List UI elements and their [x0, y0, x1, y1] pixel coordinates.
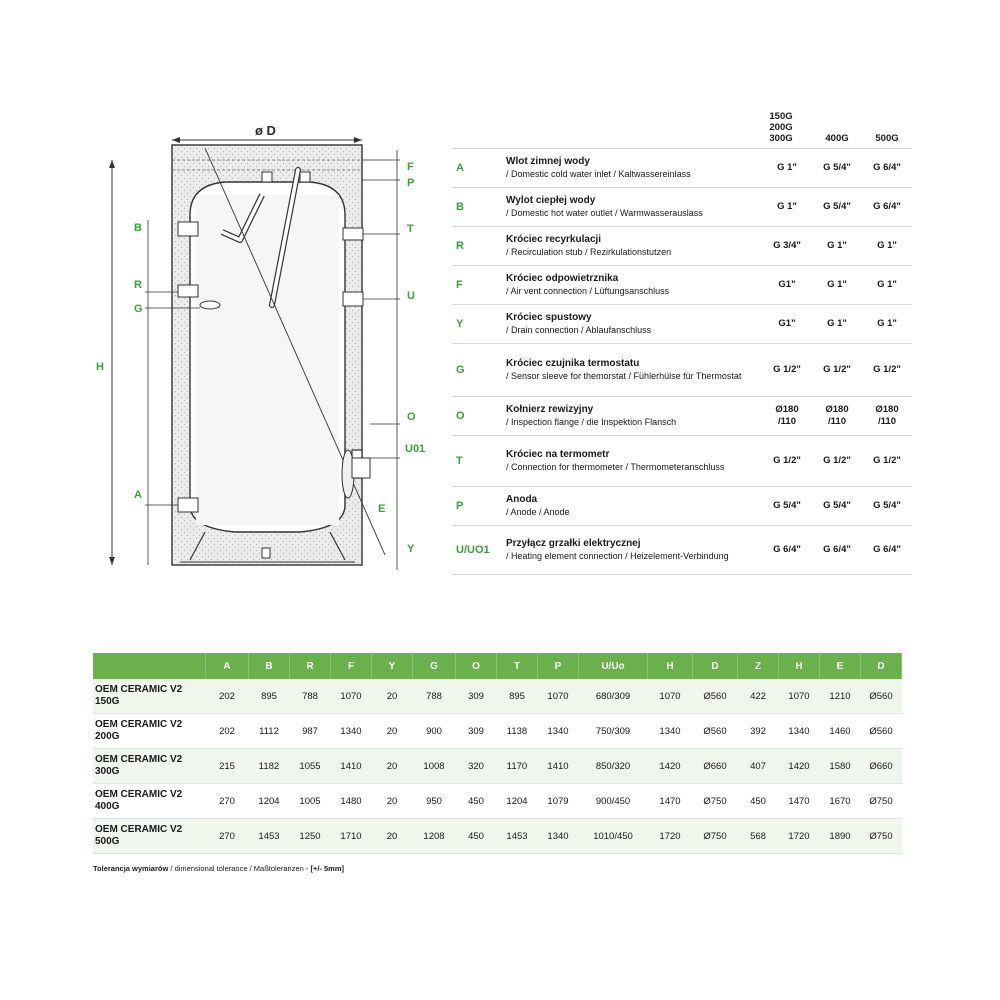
- dims-column-header: U/Uo: [579, 653, 648, 679]
- dims-model: OEM CERAMIC V2 300G: [93, 749, 206, 784]
- connection-translation: / Drain connection / Ablaufanschluss: [506, 325, 652, 335]
- connection-thread-size: G 6/4": [873, 162, 901, 173]
- dims-cell: 900/450: [579, 784, 648, 819]
- connection-thread-size: G 5/4": [773, 500, 801, 511]
- dims-cell: 1480: [331, 784, 372, 819]
- connection-translation: / Domestic cold water inlet / Kaltwassereinlass: [506, 169, 691, 179]
- dims-cell: 20: [372, 784, 413, 819]
- tank-diagram: [0, 0, 440, 600]
- dims-cell: 1460: [820, 714, 861, 749]
- dims-cell: 1250: [290, 819, 331, 854]
- dims-cell: 750/309: [579, 714, 648, 749]
- dims-cell: 1340: [648, 714, 693, 749]
- dims-cell: 680/309: [579, 679, 648, 714]
- connection-thread-size: G 1": [777, 162, 797, 173]
- dims-cell: 202: [206, 679, 249, 714]
- dims-cell: Ø560: [693, 714, 738, 749]
- connection-translation: / Inspection flange / die Inspektion Flansch: [506, 417, 677, 427]
- svg-text:T: T: [407, 223, 414, 235]
- connection-row: [452, 265, 912, 304]
- dims-cell: 1670: [820, 784, 861, 819]
- dims-cell: 895: [249, 679, 290, 714]
- svg-text:R: R: [134, 279, 142, 291]
- dims-cell: 392: [738, 714, 779, 749]
- connection-row: [452, 226, 912, 265]
- dims-cell: 309: [456, 679, 497, 714]
- connection-thread-size: G 1/2": [873, 455, 901, 466]
- connection-name-pl: Wlot zimnej wody: [506, 156, 590, 167]
- connection-thread-size: G 6/4": [773, 544, 801, 555]
- svg-text:U: U: [407, 290, 415, 302]
- connection-code: F: [456, 279, 463, 291]
- dims-cell: 950: [413, 784, 456, 819]
- connection-thread-size: G 1": [827, 240, 847, 251]
- dims-cell: 1138: [497, 714, 538, 749]
- dims-column-header: F: [331, 653, 372, 679]
- connection-description: [506, 494, 762, 518]
- dims-cell: 1010/450: [579, 819, 648, 854]
- dims-cell: 450: [456, 819, 497, 854]
- connection-translation: / Heating element connection / Heizelement-Verbindung: [506, 551, 729, 561]
- dims-cell: 1340: [538, 714, 579, 749]
- dims-cell: Ø750: [693, 784, 738, 819]
- dims-cell: Ø750: [861, 784, 902, 819]
- dims-column-header: H: [779, 653, 820, 679]
- svg-text:P: P: [407, 177, 415, 189]
- dims-model: OEM CERAMIC V2 200G: [93, 714, 206, 749]
- dims-column-header: E: [820, 653, 861, 679]
- connection-thread-size: Ø180 /110: [875, 404, 899, 427]
- connection-name-pl: Przyłącz grzałki elektrycznej: [506, 538, 641, 549]
- connection-thread-size: Ø180 /110: [825, 404, 849, 427]
- dims-model: OEM CERAMIC V2 500G: [93, 819, 206, 854]
- dims-cell: 1470: [648, 784, 693, 819]
- dims-cell: 1710: [331, 819, 372, 854]
- dims-cell: 1720: [648, 819, 693, 854]
- connection-code: U/UO1: [456, 544, 490, 556]
- dims-cell: 1112: [249, 714, 290, 749]
- connection-code: R: [456, 240, 464, 252]
- sensor-sleeve: [200, 301, 220, 309]
- connection-description: [506, 312, 762, 336]
- dims-cell: 1340: [538, 819, 579, 854]
- header-500: 500G: [875, 133, 899, 144]
- connection-translation: / Connection for thermometer / Thermometeranschluss: [506, 462, 725, 472]
- connection-thread-size: G 5/4": [823, 162, 851, 173]
- dims-cell: 1340: [331, 714, 372, 749]
- dims-column-header: D: [861, 653, 902, 679]
- connection-thread-size: G 5/4": [823, 500, 851, 511]
- dims-column-header: D: [693, 653, 738, 679]
- connection-row: [452, 343, 912, 396]
- dims-row: [93, 679, 902, 714]
- connection-thread-size: G 5/4": [873, 500, 901, 511]
- dims-cell: 450: [456, 784, 497, 819]
- connection-thread-size: G 1/2": [823, 364, 851, 375]
- dims-column-header: G: [413, 653, 456, 679]
- connection-thread-size: G 1": [827, 318, 847, 329]
- connection-description: [506, 404, 762, 428]
- dims-cell: 1208: [413, 819, 456, 854]
- right-labels: [362, 150, 425, 570]
- connection-thread-size: G 5/4": [823, 201, 851, 212]
- dims-cell: 20: [372, 679, 413, 714]
- connection-name-pl: Króciec recyrkulacji: [506, 234, 602, 245]
- connection-code: Y: [456, 318, 464, 330]
- connection-thread-size: G 1": [877, 240, 897, 251]
- connection-name-pl: Wylot ciepłej wody: [506, 195, 596, 206]
- dims-cell: 850/320: [579, 749, 648, 784]
- dims-cell: 1079: [538, 784, 579, 819]
- dims-cell: Ø660: [693, 749, 738, 784]
- connection-thread-size: G 6/4": [873, 201, 901, 212]
- dims-cell: 1210: [820, 679, 861, 714]
- dims-column-header: Z: [738, 653, 779, 679]
- connection-name-pl: Króciec odpowietrznika: [506, 273, 619, 284]
- dims-cell: 1420: [779, 749, 820, 784]
- connection-description: [506, 195, 762, 219]
- connection-thread-size: G1": [778, 279, 796, 290]
- dims-cell: 895: [497, 679, 538, 714]
- svg-text:F: F: [407, 161, 414, 173]
- dims-cell: 1070: [538, 679, 579, 714]
- connection-code: A: [456, 162, 464, 174]
- connection-name-pl: Kołnierz rewizyjny: [506, 404, 594, 415]
- connection-thread-size: G 1": [877, 318, 897, 329]
- dims-column-header: H: [648, 653, 693, 679]
- connection-row: [452, 396, 912, 435]
- dimensions-table: [93, 653, 902, 854]
- connection-thread-size: G 1": [827, 279, 847, 290]
- dims-corner: [93, 653, 206, 679]
- header-150-300: 150G 200G 300G: [769, 111, 793, 144]
- dims-model: OEM CERAMIC V2 150G: [93, 679, 206, 714]
- connection-translation: / Recirculation stub / Rezirkulationstutzen: [506, 247, 672, 257]
- dims-cell: 1070: [648, 679, 693, 714]
- connections-table: [452, 98, 912, 575]
- connection-code: G: [456, 364, 465, 376]
- dims-cell: Ø750: [693, 819, 738, 854]
- connection-thread-size: G 1/2": [823, 455, 851, 466]
- dims-cell: Ø560: [861, 679, 902, 714]
- connection-r: [178, 285, 198, 297]
- dims-cell: 20: [372, 714, 413, 749]
- dims-cell: 1055: [290, 749, 331, 784]
- connection-row: [452, 187, 912, 226]
- dims-cell: 1340: [779, 714, 820, 749]
- dims-cell: 788: [290, 679, 331, 714]
- dims-row: [93, 784, 902, 819]
- dims-cell: 20: [372, 749, 413, 784]
- connection-description: [506, 449, 762, 473]
- connection-thread-size: G 6/4": [823, 544, 851, 555]
- dims-cell: 270: [206, 784, 249, 819]
- dims-column-header: T: [497, 653, 538, 679]
- connection-t: [343, 228, 363, 240]
- e-label: E: [378, 503, 386, 515]
- tolerance-bold: Tolerancja wymiarów: [93, 864, 169, 873]
- dims-cell: Ø750: [861, 819, 902, 854]
- dims-row: [93, 819, 902, 854]
- dims-row: [93, 714, 902, 749]
- svg-text:B: B: [134, 222, 142, 234]
- dims-cell: 788: [413, 679, 456, 714]
- svg-text:Y: Y: [407, 543, 415, 555]
- dims-cell: 407: [738, 749, 779, 784]
- connection-translation: / Anode / Anode: [506, 507, 570, 517]
- svg-text:U01: U01: [405, 443, 426, 455]
- connections-header: [452, 98, 912, 148]
- connection-thread-size: G1": [778, 318, 796, 329]
- dims-cell: 900: [413, 714, 456, 749]
- dims-cell: 1170: [497, 749, 538, 784]
- connection-thread-size: G 1": [777, 201, 797, 212]
- dims-row: [93, 749, 902, 784]
- svg-text:G: G: [134, 303, 143, 315]
- connection-thread-size: G 1/2": [773, 364, 801, 375]
- dims-cell: 1182: [249, 749, 290, 784]
- tolerance-range: [+/- 5mm]: [310, 864, 345, 873]
- dims-cell: 309: [456, 714, 497, 749]
- svg-text:O: O: [407, 411, 416, 423]
- connection-u: [343, 292, 363, 306]
- connection-row: [452, 148, 912, 187]
- dims-column-header: B: [249, 653, 290, 679]
- connection-code: P: [456, 500, 464, 512]
- dims-column-header: R: [290, 653, 331, 679]
- dims-cell: 20: [372, 819, 413, 854]
- dims-model: OEM CERAMIC V2 400G: [93, 784, 206, 819]
- connection-thread-size: Ø180 /110: [775, 404, 799, 427]
- connection-row: [452, 486, 912, 525]
- connection-description: [506, 273, 762, 297]
- tolerance-note: [93, 864, 344, 873]
- dims-cell: 1204: [249, 784, 290, 819]
- dims-column-header: O: [456, 653, 497, 679]
- dims-cell: 1410: [538, 749, 579, 784]
- connection-thread-size: G 1/2": [873, 364, 901, 375]
- connection-translation: / Air vent connection / Lüftungsanschluss: [506, 286, 670, 296]
- connection-description: [506, 156, 762, 180]
- connection-name-pl: Króciec na termometr: [506, 449, 610, 460]
- diameter-label: ø D: [255, 123, 276, 138]
- dims-cell: 1720: [779, 819, 820, 854]
- dims-cell: Ø560: [693, 679, 738, 714]
- dims-cell: 1070: [779, 679, 820, 714]
- connection-code: O: [456, 410, 465, 422]
- connection-thread-size: G 1": [877, 279, 897, 290]
- connection-thread-size: G 6/4": [873, 544, 901, 555]
- dims-cell: 1204: [497, 784, 538, 819]
- dims-cell: Ø560: [861, 714, 902, 749]
- dims-cell: 987: [290, 714, 331, 749]
- height-label: H: [96, 361, 104, 373]
- dims-cell: 450: [738, 784, 779, 819]
- dims-cell: 215: [206, 749, 249, 784]
- connection-description: [506, 234, 762, 258]
- dims-cell: 1008: [413, 749, 456, 784]
- dims-cell: 1470: [779, 784, 820, 819]
- connection-b: [178, 222, 198, 236]
- connection-code: B: [456, 201, 464, 213]
- dims-cell: 1070: [331, 679, 372, 714]
- connection-row: [452, 435, 912, 486]
- dims-cell: 1410: [331, 749, 372, 784]
- tolerance-text: / dimensional tolerance / Maßtoleranzen -: [168, 864, 311, 873]
- dims-cell: 1005: [290, 784, 331, 819]
- dims-cell: 422: [738, 679, 779, 714]
- svg-text:A: A: [134, 489, 142, 501]
- dims-cell: Ø660: [861, 749, 902, 784]
- connection-translation: / Domestic hot water outlet / Warmwasserauslass: [506, 208, 703, 218]
- connection-translation: / Sensor sleeve for themorstat / Fühlerhülse für Thermostat: [506, 371, 742, 381]
- connection-a: [178, 498, 198, 512]
- dims-cell: 1420: [648, 749, 693, 784]
- connection-row: [452, 525, 912, 574]
- dims-cell: 1453: [497, 819, 538, 854]
- dims-column-header: P: [538, 653, 579, 679]
- connection-description: [506, 538, 762, 562]
- connection-name-pl: Króciec czujnika termostatu: [506, 358, 640, 369]
- connection-thread-size: G 1/2": [773, 455, 801, 466]
- dims-cell: 270: [206, 819, 249, 854]
- connection-row: [452, 304, 912, 343]
- dims-cell: 1580: [820, 749, 861, 784]
- connection-code: T: [456, 455, 463, 467]
- dims-cell: 568: [738, 819, 779, 854]
- connection-name-pl: Króciec spustowy: [506, 312, 592, 323]
- dims-column-header: A: [206, 653, 249, 679]
- dims-cell: 1890: [820, 819, 861, 854]
- connection-name-pl: Anoda: [506, 494, 538, 505]
- dims-cell: 320: [456, 749, 497, 784]
- dims-column-header: Y: [372, 653, 413, 679]
- dims-cell: 202: [206, 714, 249, 749]
- connection-description: [506, 358, 762, 382]
- header-400: 400G: [825, 133, 849, 144]
- connection-thread-size: G 3/4": [773, 240, 801, 251]
- dims-cell: 1453: [249, 819, 290, 854]
